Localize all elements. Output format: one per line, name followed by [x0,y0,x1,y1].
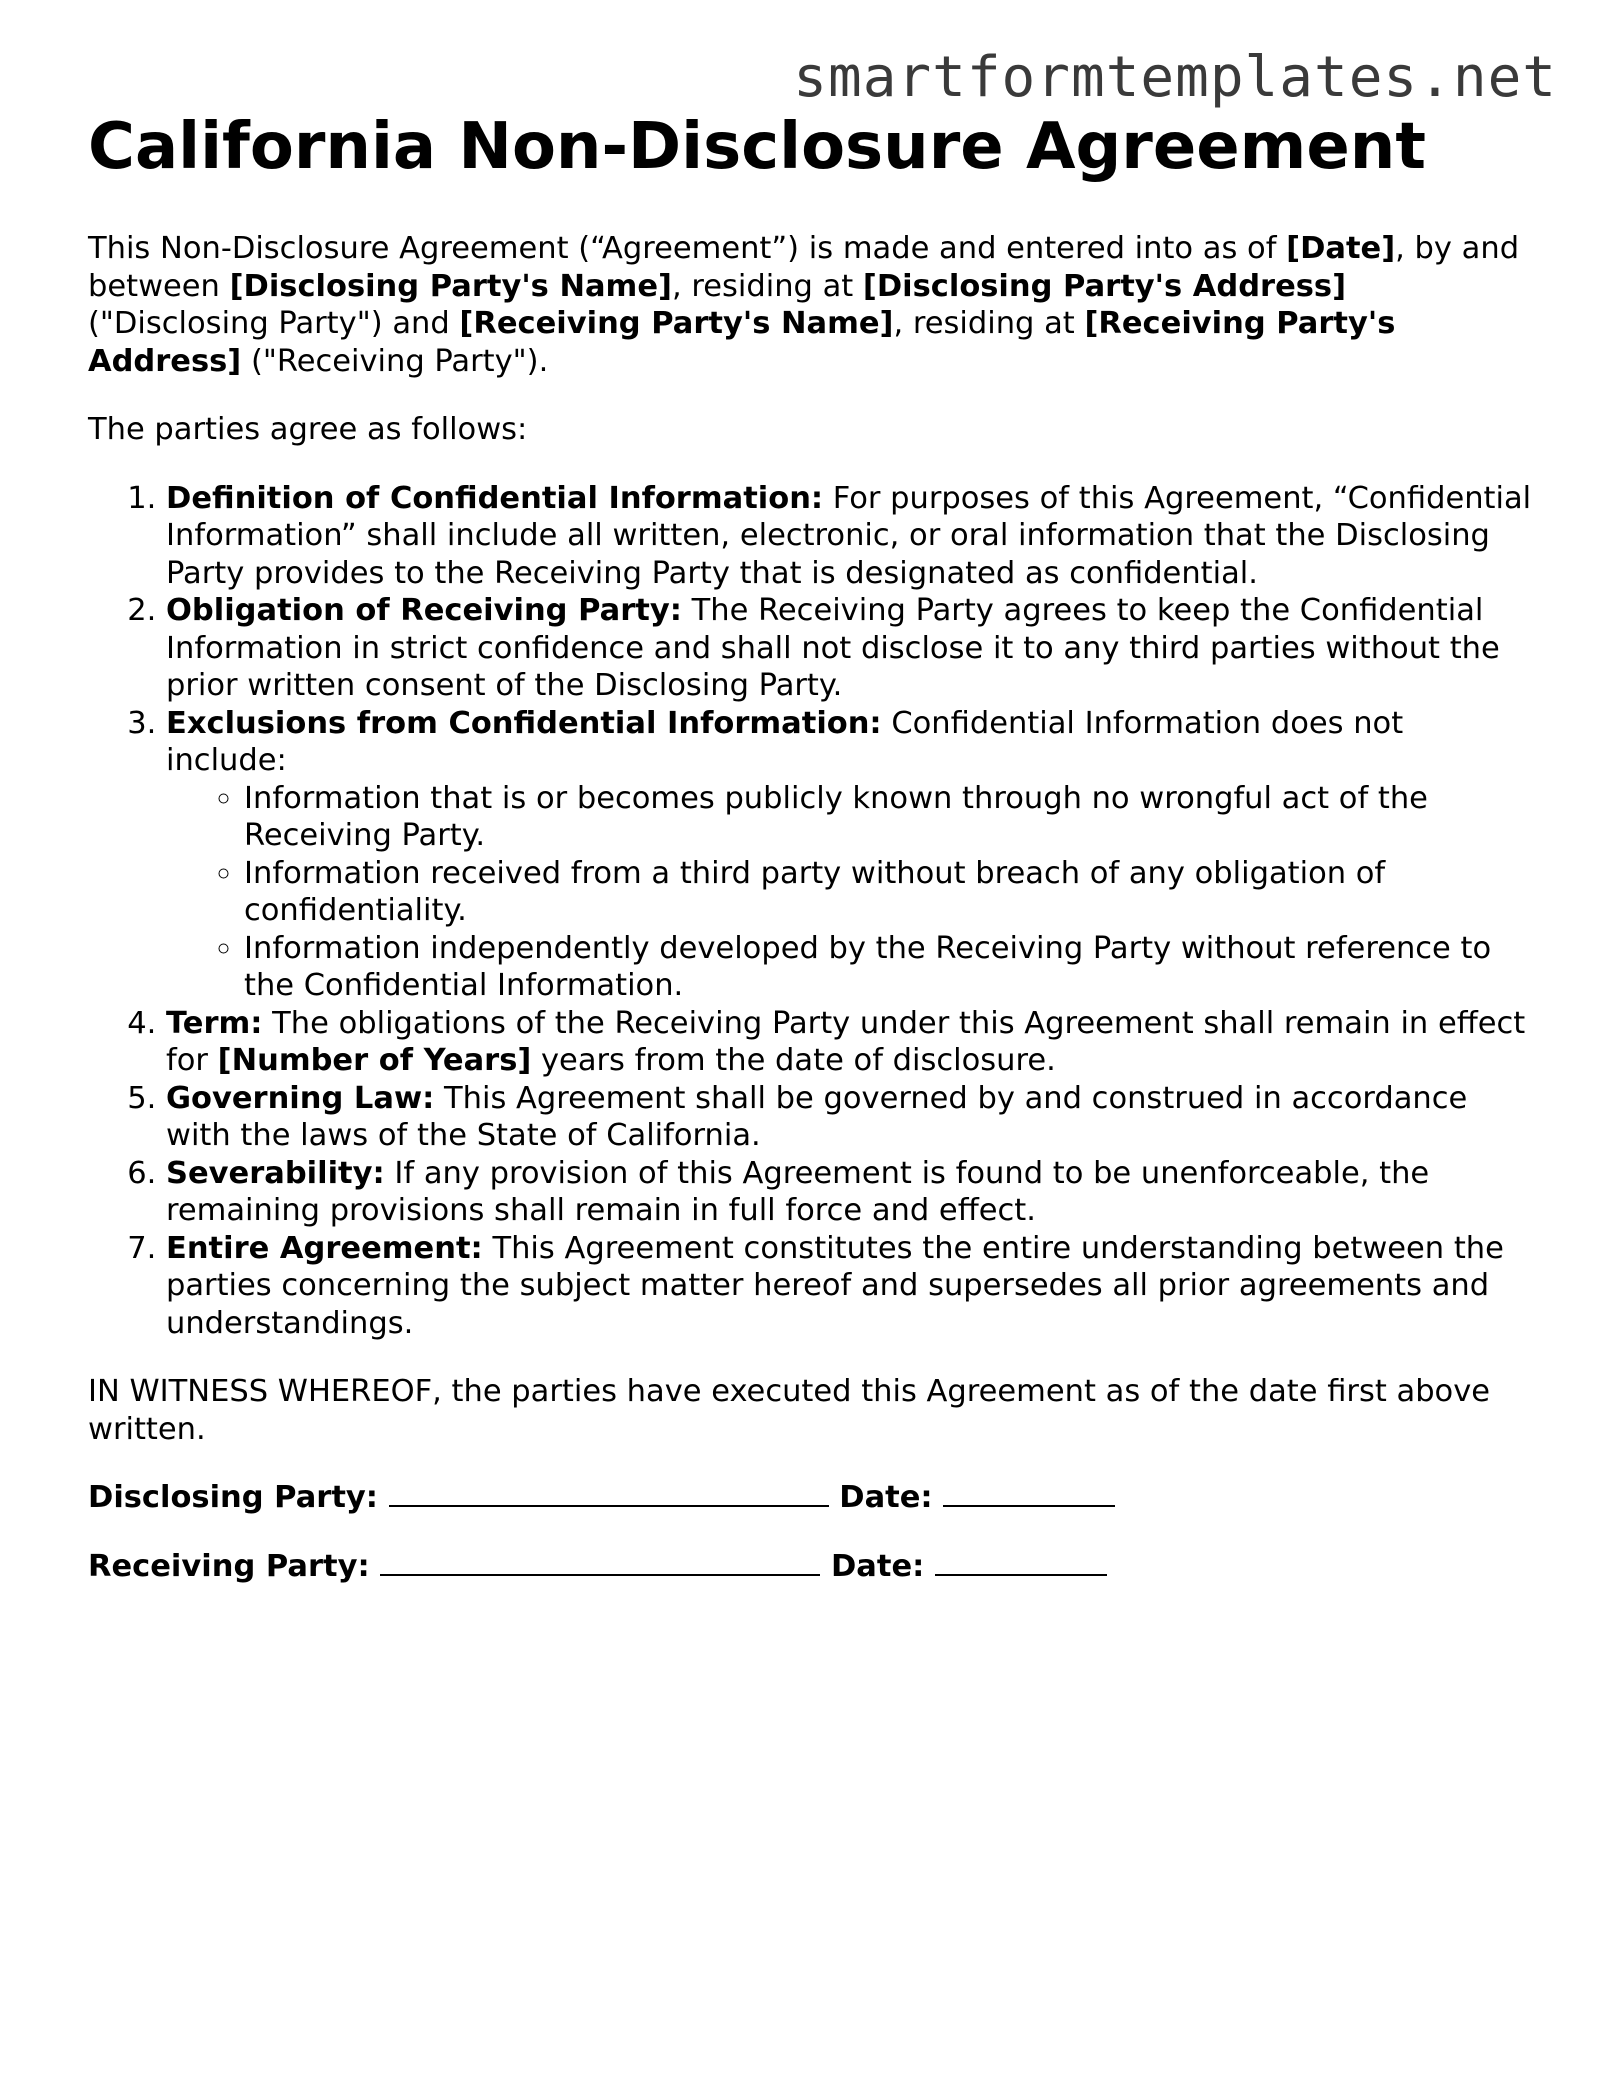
term-item [166,1080,1533,1155]
intro-text: , by and between [88,231,1520,304]
date-label: Date: [839,1480,933,1515]
exclusion-item: ◦ Information that is or becomes publicly known through no wrongful act of the Receiving Party. [244,780,1533,855]
exclusions-list [166,780,1533,1005]
term-item [166,592,1533,705]
receiving-signature-field[interactable] [380,1550,820,1576]
term-item [166,1230,1533,1343]
document-title: California Non-Disclosure Agreement [88,110,1426,184]
term-text: For purposes of this Agreement, “Confidential Information” shall include all written, electronic, or oral information that the Disclosing Party provides to the Receiving Party that is designated as confidential. [166,480,1532,591]
date-label: Date: [830,1548,925,1584]
disclosing-date-field[interactable] [943,1481,1115,1507]
disclosing-signature-row [88,1479,1533,1517]
agreement-body [88,230,1533,1616]
receiving-party-label: Receiving Party: [88,1548,370,1584]
intro-paragraph [88,230,1533,380]
term-heading: Exclusions from Confidential Information: [166,705,882,741]
intro-text: , residing at [893,306,1085,341]
disclosing-party-label: Disclosing Party: [88,1480,379,1515]
watermark: smartformtemplates.net [793,45,1557,110]
term-text: If any provision of this Agreement is found to be unenforceable, the remaining provisions shall remain in full force and effect. [166,1155,1430,1228]
term-text: The Receiving Party agrees to keep the Confidential Information in strict confidence and shall not disclose it to any third parties without the prior written consent of the Disclosing Party. [166,593,1500,703]
term-item [166,480,1533,593]
disclosing-address-placeholder: [Disclosing Party's Address] [862,268,1347,304]
term-heading: Term: [166,1005,263,1041]
exclusion-item: ◦ Information received from a third party without breach of any obligation of confidentiality. [244,855,1533,930]
intro-text: ("Disclosing Party") and [88,306,460,341]
term-text: Confidential Information does not include: [166,705,1404,778]
term-text: This Agreement shall be governed by and construed in accordance with the laws of the State of California. [166,1080,1468,1153]
exclusion-item: ◦ Information independently developed by the Receiving Party without reference to the Confidential Information. [244,930,1533,1005]
receiving-date-field[interactable] [935,1550,1107,1576]
receiving-name-placeholder: [Receiving Party's Name] [459,306,894,341]
date-placeholder: [Date] [1286,231,1396,266]
intro-text: ("Receiving Party"). [241,343,549,379]
agree-statement: The parties agree as follows: [88,412,528,447]
disclosing-signature-field[interactable] [389,1481,829,1507]
term-heading: Definition of Confidential Information: [166,480,824,516]
term-heading: Obligation of Receiving Party: [166,593,682,628]
term-text: years from the date of disclosure. [531,1043,1056,1078]
term-item [166,1005,1533,1080]
disclosing-name-placeholder: [Disclosing Party's Name] [229,268,672,304]
intro-text: , residing at [671,268,863,304]
term-item [166,705,1533,1005]
term-text: This Agreement constitutes the entire understanding between the parties concerning the subject matter hereof and supersedes all prior agreements and understandings. [166,1230,1504,1341]
years-placeholder: [Number of Years] [217,1043,532,1078]
intro-text: This Non-Disclosure Agreement (“Agreement”) is made and entered into as of [88,231,1287,266]
receiving-address-placeholder: [Receiving Party's Address] [88,306,1396,379]
witness-statement: IN WITNESS WHEREOF, the parties have executed this Agreement as of the date first above written. [88,1374,1491,1447]
term-item [166,1155,1533,1230]
terms-list [88,480,1533,1343]
term-heading: Severability: [166,1155,385,1191]
term-heading: Entire Agreement: [166,1230,483,1266]
term-text: The obligations of the Receiving Party under this Agreement shall remain in effect for [166,1005,1526,1078]
receiving-signature-row [88,1548,1533,1586]
term-heading: Governing Law: [166,1080,435,1116]
